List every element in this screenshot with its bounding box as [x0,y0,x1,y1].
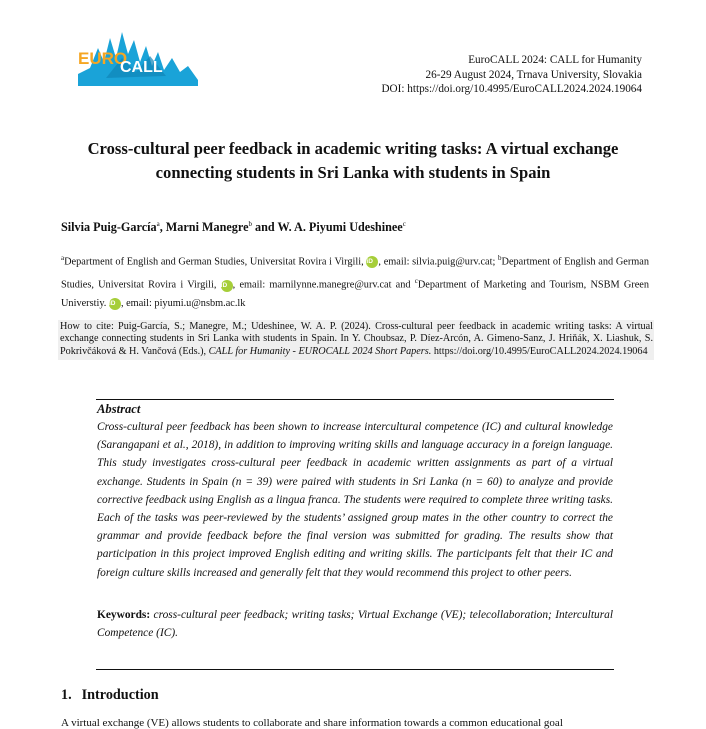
body-text-partial: A virtual exchange (VE) allows students to collaborate and share information towards a common educational goal [61,717,563,729]
affil-text: Department of Marketing and Tourism, NSBM Green Universtiy. [61,279,650,310]
keywords-text: cross-cultural peer feedback; writing tasks; Virtual Exchange (VE); telecollaboration; Intercultural Competence (IC). [97,609,613,640]
conference-name: EuroCALL 2024: CALL for Humanity [468,54,642,66]
author-sup: a [156,220,160,228]
title-line-2: connecting students in Sri Lanka with students in Spain [155,163,551,182]
keywords [97,606,613,642]
author-name: W. A. Piyumi Udeshinee [277,220,403,235]
keywords-label: Keywords: [97,609,151,621]
affiliations [61,249,649,314]
affil-email: , email: piyumi.u@nsbm.ac.lk [120,298,246,310]
conference-info [381,53,642,97]
citation-text: How to cite: Puig-García, S.; Manegre, M.; Udeshinee, W. A. P. (2024). Cross-cultural peer feedback in academic writing tasks: A virtual exchange connecting students in Sri Lanka with students in Spain. In Y. Choubsaz, P. Díez-Arcón, A. Gimeno-Sanz, J. Hriňák, X. Liashuk, S. Pokrivčáková & H. Vančová (Eds.), [60,321,653,357]
author-list [61,220,406,235]
affil-sup: a [61,254,65,262]
author-sep: , [159,220,166,235]
affil-text: Department of English and German Studies, Universitat Rovira i Virgili, [64,256,364,268]
orcid-icon[interactable]: iD [221,280,233,292]
title-line-1: Cross-cultural peer feedback in academic writing tasks: A virtual exchange [87,139,619,158]
conference-doi[interactable]: DOI: https://doi.org/10.4995/EuroCALL2024.2024.19064 [381,83,642,96]
eurocall-logo-graphic [76,28,200,92]
abstract-heading: Abstract [97,402,141,416]
affil-text: Department of English and German Studies, Universitat Rovira i Virgili, [61,256,650,291]
section-title: Introduction [81,687,159,703]
section-heading [61,687,159,704]
eurocall-logo [76,28,200,92]
logo-euro: EURO [78,49,128,68]
affil-sup: b [498,254,502,262]
abstract-body: Cross-cultural peer feedback has been shown to increase intercultural competence (IC) and cultural knowledge (Sarangapani et al., 2018), in addition to improving writing skills and language accuracy in a foreign language. This study investigates cross-cultural peer feedback in academic written assignments as part of a virtual exchange. Students in Spain (n = 39) were paired with students in Sri Lanka (n = 60) to analyze and provide corrective feedback using English as a lingua franca. The students were required to complete three writing tasks. Each of the tasks was peer-reviewed by the students’ assigned group mates in the other country to correct the grammar and provide feedback before the final version was submitted for grading. The results show that participation in this project improved English editing and writing skills. The participants felt that their IC and foreign culture skills increased and generally felt that they would recommend this project to other peers. [97,421,613,579]
author-name: Marni Manegre [165,220,249,235]
abstract-bottom-rule [96,669,614,670]
affil-email: , email: silvia.puig@urv.cat; [378,256,499,268]
orcid-icon[interactable]: iD [109,298,121,310]
author-name: Silvia Puig-García [61,220,157,235]
citation-doi[interactable]: https://doi.org/10.4995/EuroCALL2024.2024.19064 [431,345,648,357]
affil-sup: c [414,277,418,286]
affil-email: , email: marnilynne.manegre@urv.cat and [232,279,415,291]
abstract-top-rule [96,399,614,400]
logo-call: CALL [120,59,163,76]
citation-box [58,320,654,360]
citation-book: CALL for Humanity - EUROCALL 2024 Short Papers. [208,345,432,357]
author-sep: and [252,220,278,235]
section-number: 1. [61,687,72,703]
author-sup: b [248,220,252,228]
paper-title [40,137,666,185]
orcid-icon[interactable]: iD [366,256,378,268]
author-sup: c [402,220,406,228]
conference-dates: 26-29 August 2024, Trnava University, Slovakia [425,68,642,81]
